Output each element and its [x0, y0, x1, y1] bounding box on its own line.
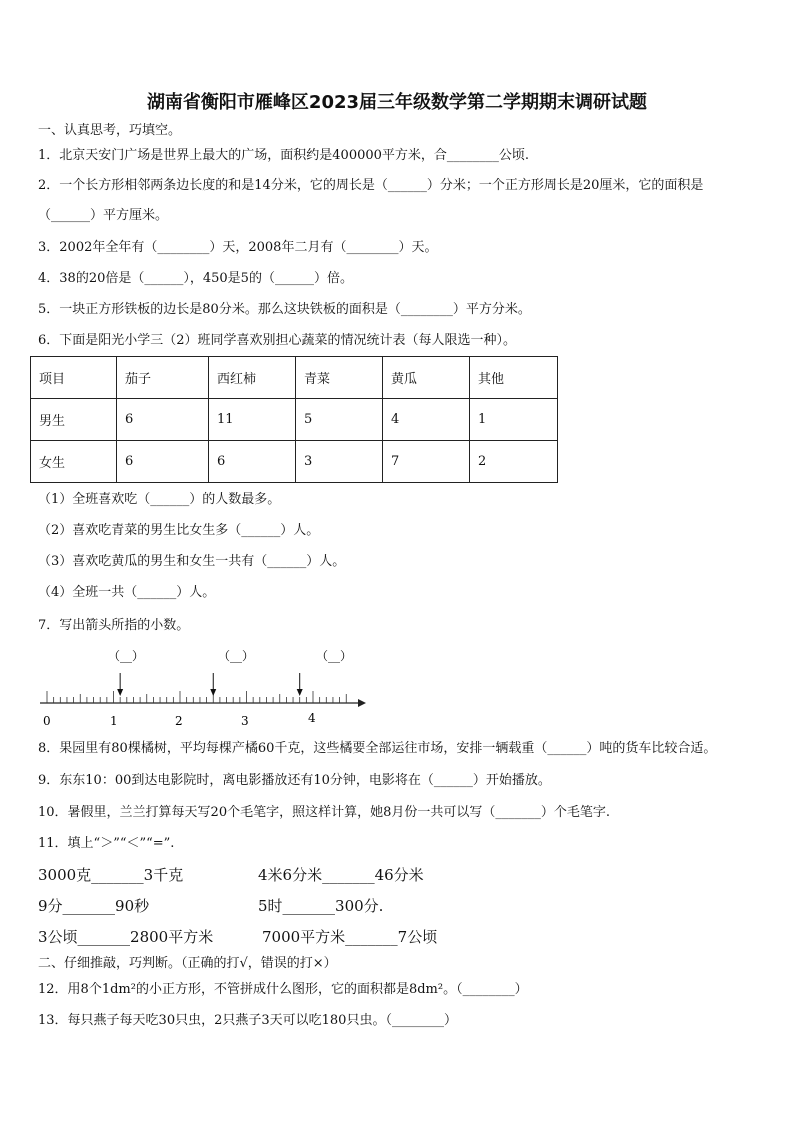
table-cell: 1 [470, 399, 558, 441]
tick-label: 1 [110, 714, 118, 728]
table-row [31, 399, 558, 441]
compare-item: 3000克_______3千克 [38, 866, 184, 884]
table-cell: 11 [209, 399, 296, 441]
question-6: 6．下面是阳光小学三（2）班同学喜欢别担心蔬菜的情况统计表（每人限选一种）。 [38, 333, 517, 348]
question-11: 11．填上“＞”“＜”“=”. [38, 836, 175, 851]
question-6-sub-2: （2）喜欢吃青菜的男生比女生多（______）人。 [38, 523, 320, 538]
compare-item: 7000平方米_______7公顷 [262, 928, 438, 946]
table-header-cell: 茄子 [117, 357, 209, 399]
blank-label: （__） [316, 649, 353, 663]
pointer-arrow-head [117, 689, 123, 696]
table-header-cell: 黄瓜 [383, 357, 470, 399]
tick-label: 2 [175, 714, 183, 728]
question-12: 12．用8个1dm²的小正方形，不管拼成什么图形，它的面积都是8dm²。（________） [38, 982, 528, 997]
question-8: 8．果园里有80棵橘树，平均每棵产橘60千克，这些橘要全部运往市场，安排一辆载重（______）吨的货车比较合适。 [38, 741, 717, 756]
table-header-cell: 西红柿 [209, 357, 296, 399]
number-line-figure [40, 645, 370, 735]
section-heading-1: 一、认真思考，巧填空。 [38, 123, 182, 138]
question-5: 5．一块正方形铁板的边长是80分米。那么这块铁板的面积是（________）平方分米。 [38, 302, 531, 317]
table-cell: 男生 [31, 399, 117, 441]
blank-label: （__） [108, 649, 145, 663]
axis-arrowhead [358, 699, 366, 707]
tick-label: 0 [43, 714, 51, 728]
table-cell: 7 [383, 441, 470, 483]
question-9: 9．东东10：00到达电影院时，离电影播放还有10分钟，电影将在（______）开始播放。 [38, 773, 551, 788]
table-cell: 2 [470, 441, 558, 483]
question-4: 4．38的20倍是（______），450是5的（______）倍。 [38, 271, 353, 286]
question-2-line-2: （______）平方厘米。 [38, 208, 169, 223]
table-cell: 6 [117, 441, 209, 483]
question-7: 7．写出箭头所指的小数。 [38, 618, 190, 633]
tick-label: 3 [241, 714, 249, 728]
table-cell: 6 [117, 399, 209, 441]
question-13: 13．每只燕子每天吃30只虫，2只燕子3天可以吃180只虫。（________） [38, 1013, 457, 1028]
pointer-arrow-head [297, 689, 303, 696]
question-6-sub-1: （1）全班喜欢吃（______）的人数最多。 [38, 492, 281, 507]
pointer-arrow-head [210, 689, 216, 696]
question-6-sub-3: （3）喜欢吃黄瓜的男生和女生一共有（______）人。 [38, 554, 346, 569]
table-cell: 5 [296, 399, 383, 441]
section-heading-2: 二、仔细推敲，巧判断。（正确的打√，错误的打×） [38, 956, 337, 971]
compare-item: 3公顷_______2800平方米 [38, 928, 214, 946]
question-2-line-1: 2．一个长方形相邻两条边长度的和是14分米，它的周长是（______）分米；一个正方形周长是20厘米，它的面积是 [38, 178, 704, 193]
table-header-cell: 项目 [31, 357, 117, 399]
compare-item: 4米6分米_______46分米 [258, 866, 424, 884]
compare-item: 5时_______300分. [258, 897, 384, 915]
compare-item: 9分_______90秒 [38, 897, 150, 915]
table-row [31, 441, 558, 483]
table-cell: 4 [383, 399, 470, 441]
table-header-row [31, 357, 558, 399]
vegetable-stats-table [30, 356, 558, 483]
table-cell: 6 [209, 441, 296, 483]
page-title: 湖南省衡阳市雁峰区2023届三年级数学第二学期期末调研试题 [146, 92, 648, 113]
question-10: 10．暑假里，兰兰打算每天写20个毛笔字，照这样计算，她8月份一共可以写（_______）个毛笔字. [38, 805, 610, 820]
blank-label: （__） [218, 649, 255, 663]
question-1: 1．北京天安门广场是世界上最大的广场，面积约是400000平方米，合________公顷. [38, 148, 530, 163]
question-3: 3．2002年全年有（________）天，2008年二月有（________）天。 [38, 240, 438, 255]
table-cell: 女生 [31, 441, 117, 483]
table-header-cell: 其他 [470, 357, 558, 399]
tick-label: 4 [308, 711, 316, 725]
question-6-sub-4: （4）全班一共（______）人。 [38, 585, 216, 600]
table-cell: 3 [296, 441, 383, 483]
table-header-cell: 青菜 [296, 357, 383, 399]
